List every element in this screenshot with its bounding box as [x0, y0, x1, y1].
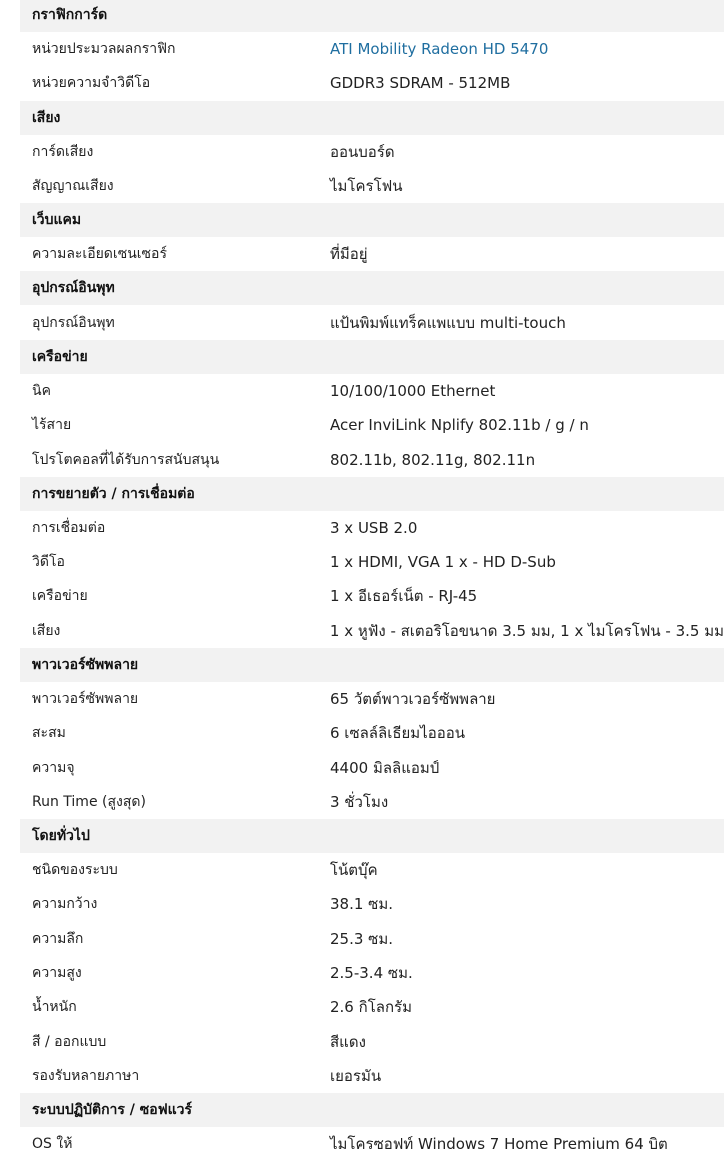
spec-value: Acer InviLink Nplify 802.11b / g / n — [330, 416, 589, 435]
spec-row — [20, 305, 724, 339]
spec-value: แป้นพิมพ์แทร็คแพแบบ multi-touch — [330, 313, 566, 332]
spec-value: เยอรมัน — [330, 1066, 382, 1085]
section-header: การขยายตัว / การเชื่อมต่อ — [20, 477, 724, 511]
spec-label: วิดีโอ — [32, 554, 65, 571]
spec-label: สัญญาณเสียง — [32, 178, 114, 195]
spec-row — [20, 1127, 724, 1161]
spec-label: อุปกรณ์อินพุท — [32, 314, 115, 331]
spec-row — [20, 887, 724, 921]
spec-value: 38.1 ซม. — [330, 895, 394, 914]
spec-row — [20, 682, 724, 716]
spec-label: น้ำหนัก — [32, 999, 77, 1016]
section-header: โดยทั่วไป — [20, 819, 724, 853]
section-header: กราฟิกการ์ด — [20, 0, 724, 32]
spec-value: สีแดง — [330, 1032, 366, 1051]
spec-label: โปรโตคอลที่ได้รับการสนับสนุน — [32, 451, 220, 468]
section-header: เว็บแคม — [20, 203, 724, 237]
spec-label: ความจุ — [32, 759, 75, 776]
spec-row — [20, 32, 724, 66]
spec-row — [20, 990, 724, 1024]
section-header: เสียง — [20, 101, 724, 135]
section-header: เครือข่าย — [20, 340, 724, 374]
spec-row — [20, 135, 724, 169]
spec-row — [20, 374, 724, 408]
spec-label: สะสม — [32, 725, 66, 742]
spec-row — [20, 579, 724, 613]
spec-value: 4400 มิลลิแอมป์ — [330, 758, 440, 777]
spec-label: ไร้สาย — [32, 417, 72, 434]
spec-row — [20, 853, 724, 887]
spec-value-link[interactable]: ATI Mobility Radeon HD 5470 — [330, 40, 549, 59]
spec-label: หน่วยความจำวิดีโอ — [32, 75, 151, 92]
spec-value: 2.6 กิโลกรัม — [330, 998, 412, 1017]
spec-row — [20, 169, 724, 203]
spec-label: หน่วยประมวลผลกราฟิก — [32, 41, 176, 58]
spec-row — [20, 614, 724, 648]
spec-row — [20, 716, 724, 750]
spec-value: 1 x HDMI, VGA 1 x - HD D-Sub — [330, 553, 556, 572]
spec-row — [20, 785, 724, 819]
spec-value: ไมโครโฟน — [330, 177, 403, 196]
spec-label: สี / ออกแบบ — [32, 1033, 107, 1050]
spec-label: พาวเวอร์ซัพพลาย — [32, 691, 139, 707]
section-header: พาวเวอร์ซัพพลาย — [20, 648, 724, 682]
spec-row — [20, 511, 724, 545]
spec-value: GDDR3 SDRAM - 512MB — [330, 74, 511, 93]
spec-label: เสียง — [32, 622, 61, 639]
spec-row — [20, 442, 724, 476]
spec-label: Run Time (สูงสุด) — [32, 793, 146, 810]
spec-row — [20, 750, 724, 784]
spec-label: การ์ดเสียง — [32, 143, 94, 160]
spec-row — [20, 545, 724, 579]
spec-row — [20, 1059, 724, 1093]
spec-value: 10/100/1000 Ethernet — [330, 381, 496, 400]
spec-row — [20, 237, 724, 271]
spec-value: 25.3 ซม. — [330, 929, 394, 948]
spec-value: 802.11b, 802.11g, 802.11n — [330, 450, 536, 469]
spec-row — [20, 408, 724, 442]
spec-label: เครือข่าย — [32, 588, 88, 605]
spec-value: ไมโครซอฟท์ Windows 7 Home Premium 64 บิต — [330, 1135, 668, 1154]
spec-row — [20, 66, 724, 100]
spec-label: ความกว้าง — [32, 896, 98, 913]
spec-label: นิค — [32, 382, 51, 399]
spec-value: 1 x หูฟัง - สเตอริโอขนาด 3.5 มม, 1 x ไมโครโฟน - 3.5 มม — [329, 621, 724, 640]
spec-value: 6 เซลล์ลิเธียมไอออน — [330, 724, 465, 743]
spec-value: 3 ชั่วโมง — [330, 792, 389, 811]
spec-value: ที่มีอยู่ — [330, 245, 368, 264]
spec-value: 1 x อีเธอร์เน็ต - RJ-45 — [330, 587, 478, 606]
spec-label: ความสูง — [32, 965, 82, 982]
spec-label: ชนิดของระบบ — [32, 862, 118, 879]
spec-value: โน้ตบุ๊ค — [330, 861, 378, 880]
spec-label: การเชื่อมต่อ — [32, 519, 106, 536]
spec-label: ความลึก — [32, 930, 84, 947]
spec-table — [20, 0, 724, 1161]
section-header: ระบบปฏิบัติการ / ซอฟแวร์ — [20, 1093, 724, 1127]
spec-row — [20, 922, 724, 956]
spec-row — [20, 956, 724, 990]
spec-label: รองรับหลายภาษา — [32, 1067, 140, 1084]
section-header: อุปกรณ์อินพุท — [20, 271, 724, 305]
spec-value: 65 วัตต์พาวเวอร์ซัพพลาย — [330, 690, 496, 708]
spec-value: 3 x USB 2.0 — [330, 518, 418, 537]
spec-value: ออนบอร์ด — [330, 142, 395, 161]
spec-label: OS ให้ — [32, 1136, 73, 1153]
spec-row — [20, 1025, 724, 1059]
spec-value: 2.5-3.4 ซม. — [330, 964, 413, 983]
spec-label: ความละเอียดเซนเซอร์ — [32, 246, 167, 263]
